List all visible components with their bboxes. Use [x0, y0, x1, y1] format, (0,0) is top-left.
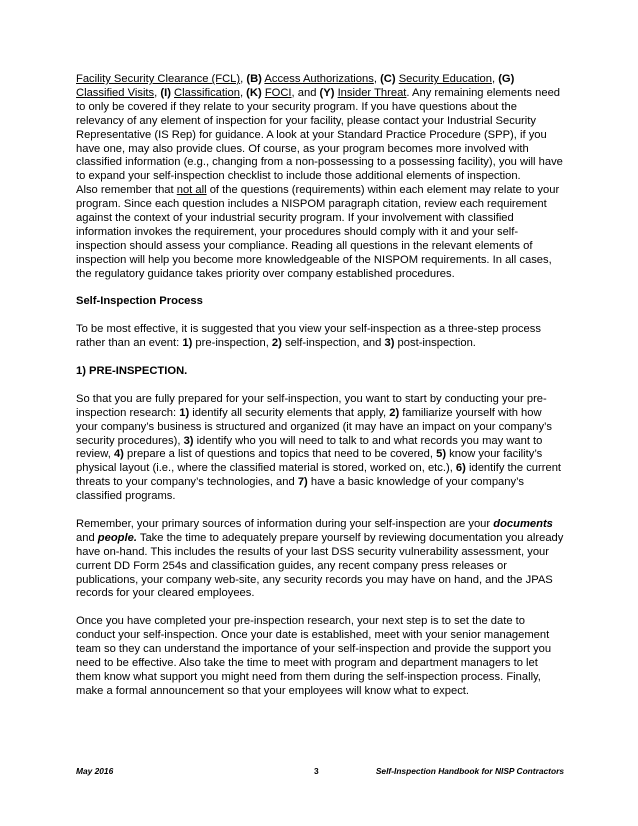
- link-access-authorizations: Access Authorizations: [264, 73, 374, 85]
- footer-page-number: 3: [314, 766, 319, 776]
- heading-pre-inspection: 1) PRE-INSPECTION.: [76, 364, 188, 377]
- paragraph-next-steps: Once you have completed your pre-inspection research, your next step is to set the date to conduct your self-inspection. Once your date is established, meet with your senior management team so they can understand the importance of your self-inspection and provide the support you need to be effective. Also take the time to meet with program and department managers to let them know what support you might need from them during the self-inspection process. Finally, make a formal announcement so that your employees will know what to expect.: [76, 615, 552, 697]
- link-classification: Classification: [174, 86, 240, 99]
- paragraph-three-step-process: To be most effective, it is suggested that you view your self-inspection as a three-step process rather than an event: 1) pre-inspection, 2) self-inspection, and 3) post-inspection.: [76, 323, 541, 350]
- link-security-education: Security Education: [398, 73, 492, 85]
- document-body: [76, 73, 564, 699]
- paragraph-elements-of-inspection: Facility Security Clearance (FCL), (B) Access Authorizations, (C) Security Education, (G) Classified Visits, (I) Classification, (K) FOCI, and (Y) Insider Threat. Any remaining elements need to only be covered if they relate to your security program. If you have questions about the relevancy of any element of inspection for your facility, please contact your Industrial Security Representative (IS Rep) for guidance. A look at your Standard Practice Procedure (SPP), if you have one, may also provide clues. Of course, as your program becomes more involved with classified information (e.g., changing from a non-possessing to a possessing facility), you will have to expand your self-inspection checklist to include those additional elements of inspection.: [76, 73, 563, 183]
- link-classified-visits: Classified Visits: [76, 86, 155, 99]
- paragraph-pre-inspection-research: So that you are fully prepared for your self-inspection, you want to start by conducting your pre-inspection research: 1) identify all security elements that apply, 2) familiarize yourself with how your company’s business is structured and organized (it may have an impact on your company’s security procedures), 3) identify who you will need to talk to and what records you may want to review, 4) prepare a list of questions and topics that need to be covered, 5) know your facility’s physical layout (i.e., where the classified material is stored, worked on, etc.), 6) identify the current threats to your company’s technologies, and 7) have a basic knowledge of your company’s classified programs.: [76, 392, 562, 503]
- link-fcl: Facility Security Clearance (FCL): [76, 73, 241, 85]
- footer-title: Self-Inspection Handbook for NISP Contractors: [375, 766, 564, 776]
- link-insider-threat: Insider Threat: [337, 86, 407, 99]
- link-foci: FOCI: [264, 86, 292, 99]
- footer-date: May 2016: [76, 766, 114, 776]
- paragraph-not-all-questions: Also remember that not all of the questions (requirements) within each element may relate to your program. Since each question includes a NISPOM paragraph citation, review each requirement against the context of your industrial security program. If your involvement with classified information invokes the requirement, your procedures should comply with it and your self-inspection should assess your compliance. Reading all questions in the relevant elements of inspection will help you become more knowledgeable of the NISPOM requirements. In all cases, the regulatory guidance takes priority over company established procedures.: [76, 184, 560, 280]
- paragraph-sources-of-information: Remember, your primary sources of information during your self-inspection are your documents and people. Take the time to adequately prepare yourself by reviewing documentation you already have on-hand. This includes the results of your last DSS security vulnerability assessment, your current DD Form 254s and classification guides, any recent company press releases or publications, your company web-site, any security records you may have on hand, and the JPAS records for your cleared employees.: [76, 517, 564, 600]
- heading-self-inspection-process: Self-Inspection Process: [76, 295, 203, 308]
